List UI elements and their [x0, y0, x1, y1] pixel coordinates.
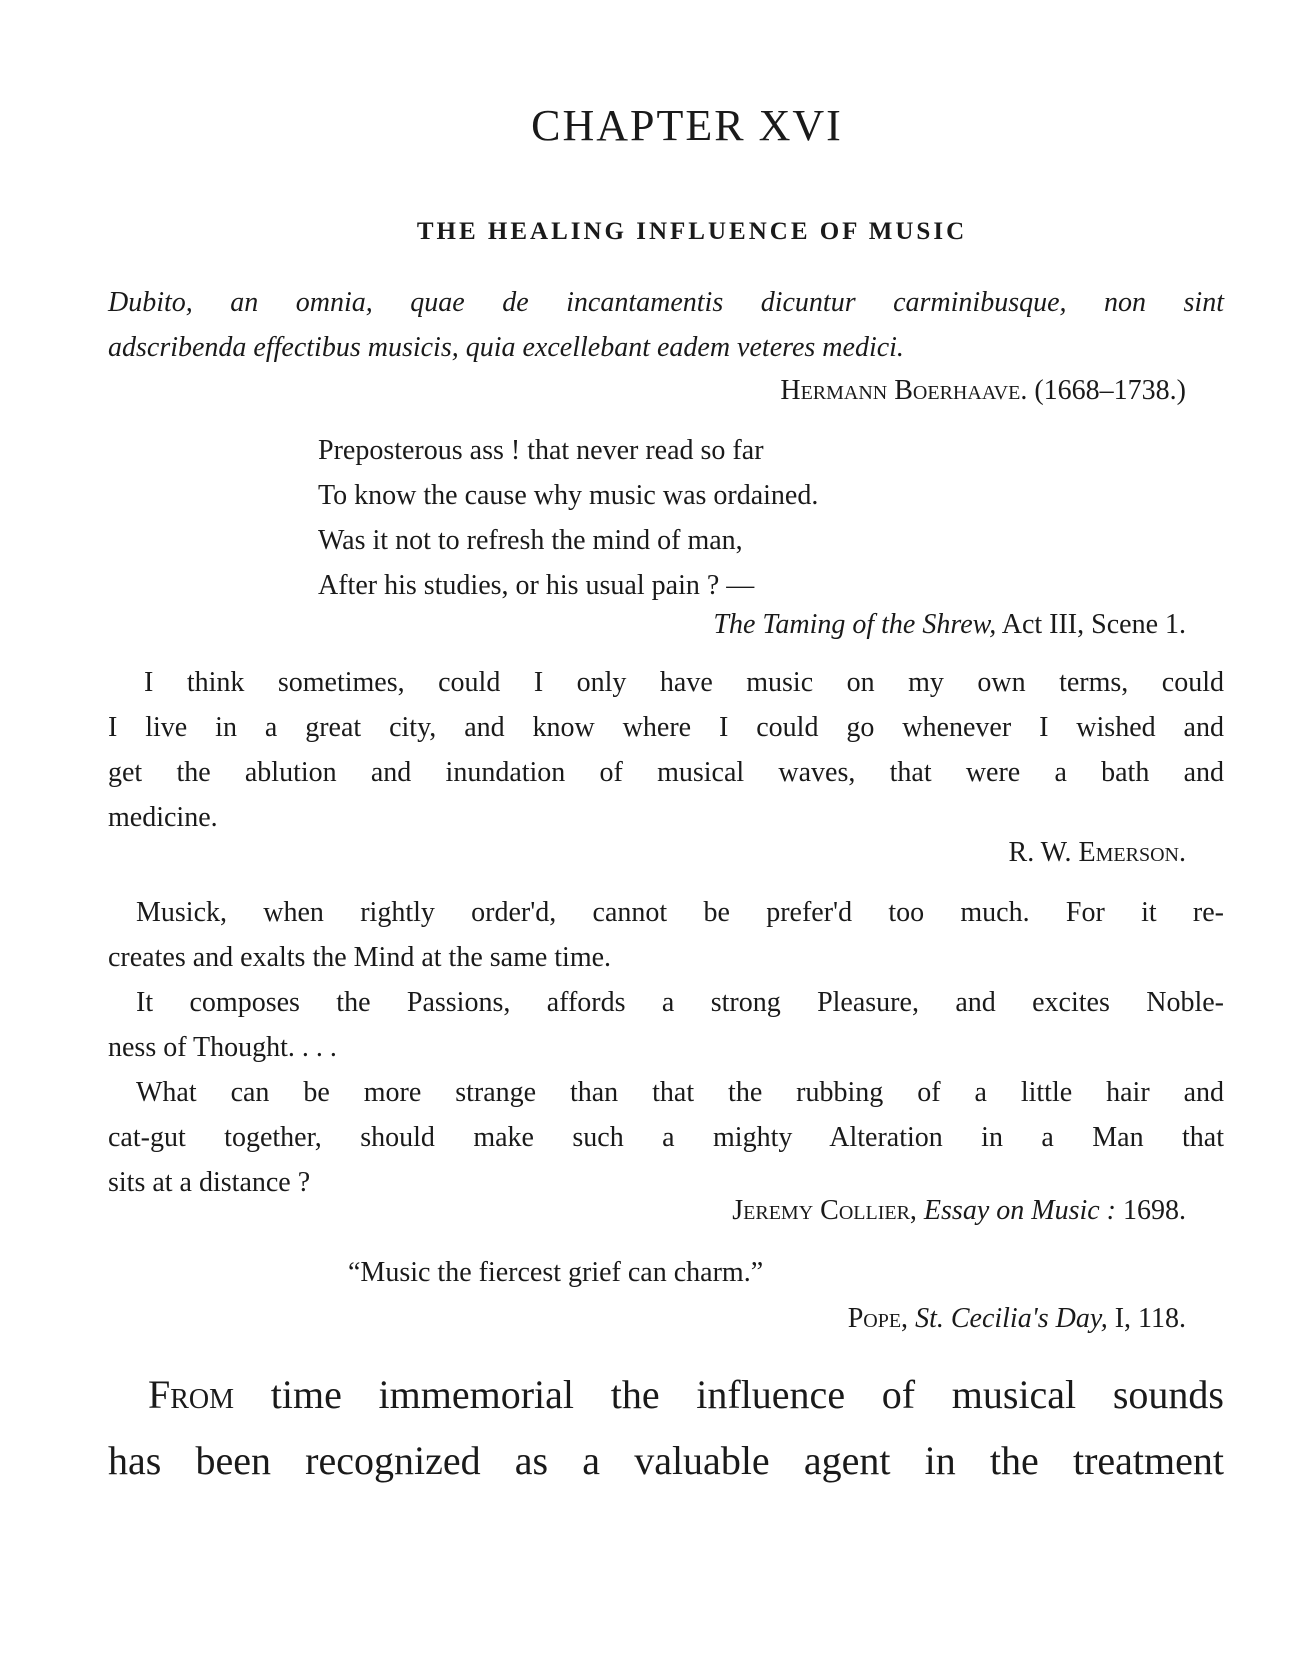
collier-year: 1698.: [1123, 1195, 1186, 1226]
boerhaave-dates: (1668–1738.): [1034, 375, 1186, 406]
verse-line: After his studies, or his usual pain ? —: [318, 570, 755, 601]
body-text: [108, 1362, 1224, 1494]
collier-line: Musick, when rightly order'd, cannot be prefer'd too much. For it re-: [136, 897, 1224, 928]
epigraph-shakespeare-verse: [318, 428, 818, 608]
emerson-initials: R. W.: [1008, 837, 1072, 868]
collier-line: cat-gut together, should make such a mighty Alteration in a Man that: [108, 1122, 1224, 1153]
emerson-line: medicine.: [108, 802, 218, 833]
body-lead-word: From: [148, 1372, 235, 1417]
epigraph-emerson: [108, 660, 1224, 840]
collier-line: creates and exalts the Mind at the same time.: [108, 942, 612, 973]
verse-line: Preposterous ass ! that never read so far: [318, 435, 764, 466]
emerson-line: I live in a great city, and know where I could go whenever I wished and: [108, 712, 1224, 743]
epigraph-boerhaave-attribution: [780, 368, 1186, 413]
epigraph-emerson-attribution: [1009, 830, 1186, 875]
emerson-name: Emerson.: [1078, 837, 1186, 868]
epigraph-boerhaave-line-2: adscribenda effectibus musicis, quia excellebant eadem veteres medici.: [108, 332, 904, 363]
pope-work: St. Cecilia's Day,: [915, 1303, 1108, 1334]
collier-work: Essay on Music :: [923, 1195, 1116, 1226]
epigraph-collier-attribution: [732, 1188, 1186, 1233]
epigraph-boerhaave: [108, 280, 1224, 370]
body-line-2: has been recognized as a valuable agent in the treatment: [108, 1438, 1224, 1483]
boerhaave-author: Hermann Boerhaave.: [780, 375, 1028, 406]
pope-book: I,: [1114, 1303, 1132, 1334]
chapter-subtitle: THE HEALING INFLUENCE OF MUSIC: [416, 218, 968, 245]
epigraph-collier: [108, 890, 1224, 1205]
collier-line: It composes the Passions, affords a strong Pleasure, and excites Noble-: [136, 987, 1224, 1018]
collier-author: Jeremy Collier,: [732, 1195, 917, 1226]
epigraph-boerhaave-line-1: Dubito, an omnia, quae de incantamentis dicuntur carminibusque, non sint: [108, 287, 1224, 318]
body-line-1: [108, 1362, 1224, 1428]
epigraph-pope-attribution: [848, 1296, 1186, 1341]
epigraph-pope-quote: “Music the fiercest grief can charm.”: [348, 1257, 764, 1288]
collier-line: ness of Thought. . . .: [108, 1032, 337, 1063]
shakespeare-scene: Scene 1.: [1091, 609, 1186, 640]
chapter-title: CHAPTER XVI: [531, 101, 843, 150]
shakespeare-act-label: Act: [1001, 609, 1043, 640]
body-line-1-rest: time immemorial the influence of musical sounds: [270, 1372, 1224, 1417]
verse-line: Was it not to refresh the mind of man,: [318, 525, 743, 556]
emerson-line: I think sometimes, could I only have music on my own terms, could: [144, 667, 1224, 698]
pope-line: 118.: [1138, 1303, 1186, 1334]
collier-line: sits at a distance ?: [108, 1167, 311, 1198]
collier-line: What can be more strange than that the rubbing of a little hair and: [136, 1077, 1224, 1108]
epigraph-shakespeare-attribution: [713, 602, 1186, 647]
shakespeare-work: The Taming of the Shrew,: [713, 609, 997, 640]
shakespeare-act: III,: [1049, 609, 1085, 640]
verse-line: To know the cause why music was ordained.: [318, 480, 819, 511]
emerson-line: get the ablution and inundation of musical waves, that were a bath and: [108, 757, 1224, 788]
pope-author: Pope,: [847, 1303, 909, 1334]
